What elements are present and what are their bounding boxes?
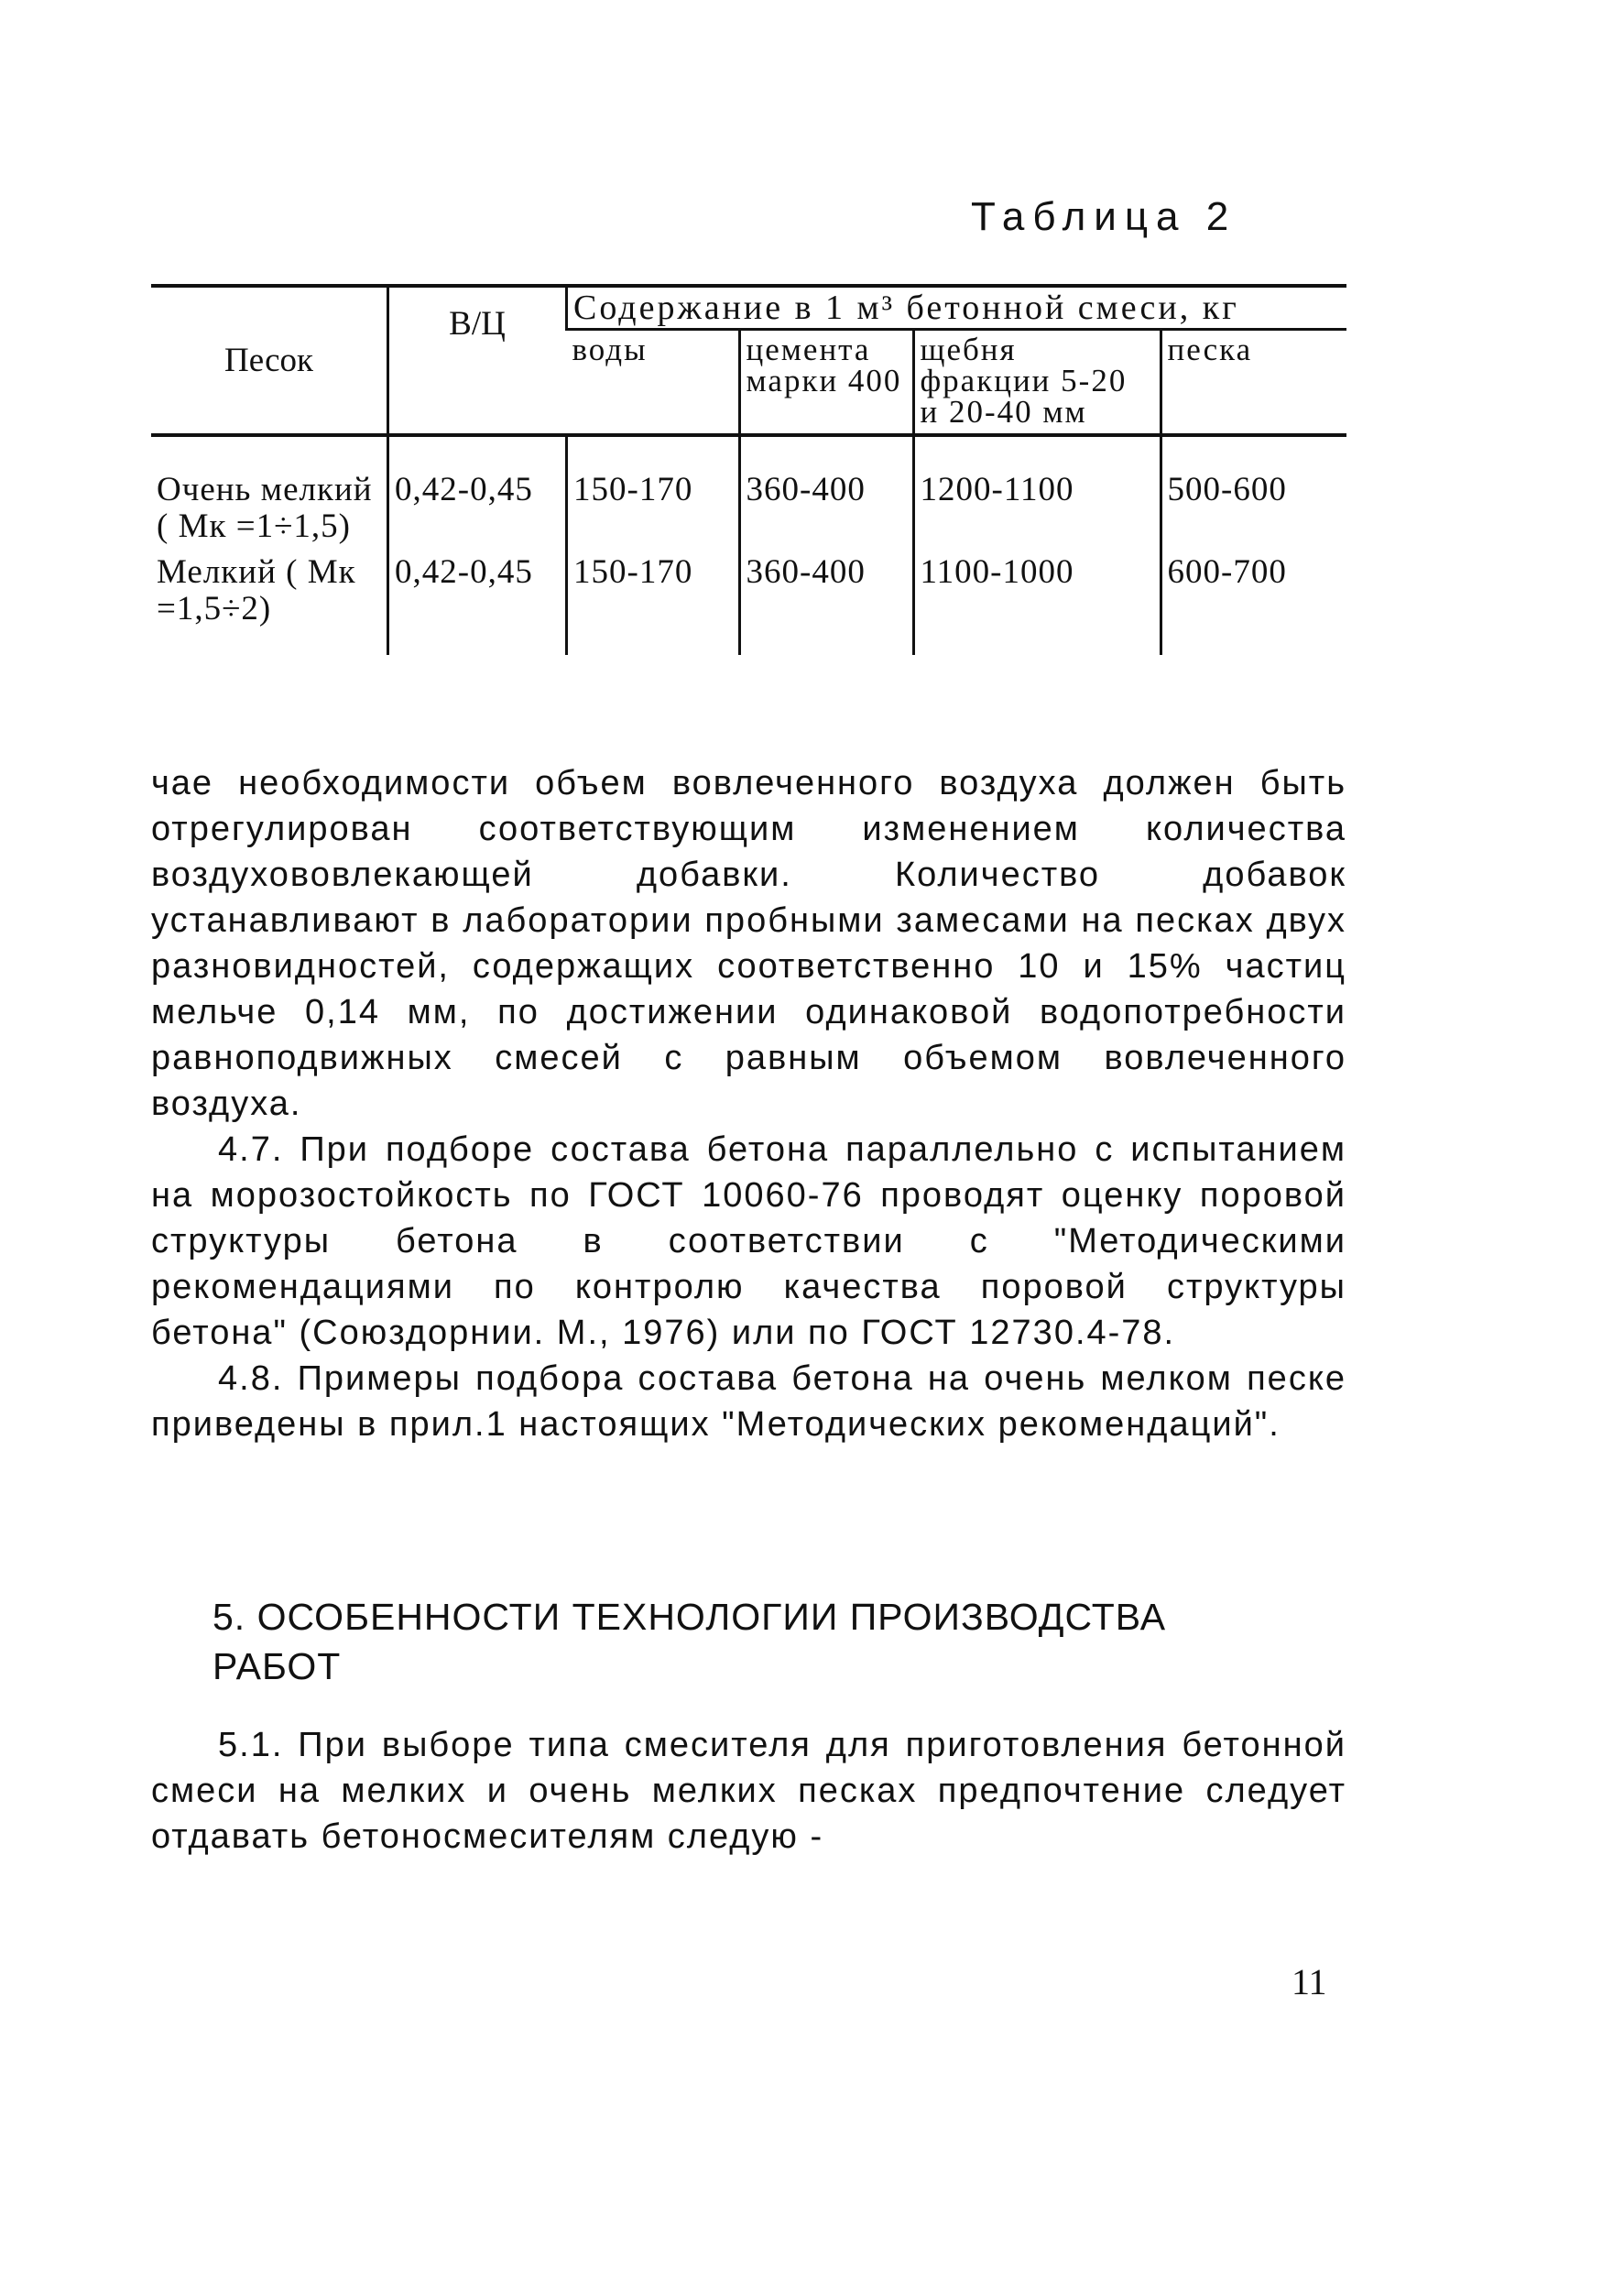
paragraph-5-1: 5.1. При выборе типа смесителя для приготовления бетонной смеси на мелких и очень мелких песках предпочтение следует отдавать бетоносмесителям следую -: [151, 1726, 1346, 1856]
cell-sand: Очень мелкий ( Мк =1÷1,5): [157, 471, 373, 545]
paragraph-4-7: 4.7. При подборе состава бетона параллельно с испытанием на морозостойкость по ГОСТ 10060-76 проводят оценку поровой структуры бетона в соответствии с "Методическими рекомендациями по контролю качества поровой структуры бетона" (Союздорнии. М., 1976) или по ГОСТ 12730.4-78.: [151, 1130, 1346, 1352]
page-number: 11: [1292, 1961, 1327, 2002]
header-water: воды: [567, 330, 740, 436]
table-row: [151, 435, 1346, 549]
body-text-section-5: [151, 1722, 1346, 1860]
paragraph-continuation: чае необходимости объем вовлеченного воздуха должен быть отрегулирован соответствующим изменением количества воздухововлекающей добавки. Количество добавок устанавливают в лаборатории пробными замесами на песках двух разновидностей, содержащих соответственно 10 и 15% частиц мельче 0,14 мм, по достижении одинаковой водопотребности равноподвижных смесей с равным объемом вовлеченного воздуха.: [151, 764, 1346, 1123]
cell-cement: 360-400: [739, 549, 913, 655]
table-row: [151, 549, 1346, 655]
cell-water: 150-170: [567, 549, 740, 655]
header-wc: В/Ц: [388, 286, 567, 435]
header-content: Содержание в 1 м³ бетонной смеси, кг: [567, 286, 1347, 330]
cell-cement: 360-400: [739, 435, 913, 549]
header-sand-amount: песка: [1161, 330, 1346, 436]
header-sand: Песок: [151, 286, 388, 435]
body-text: [151, 760, 1346, 1447]
cell-sand: Мелкий ( Мк =1,5÷2): [157, 553, 356, 627]
cell-sand-amount: 600-700: [1161, 549, 1346, 655]
cell-sand-amount: 500-600: [1161, 435, 1346, 549]
cell-water: 150-170: [567, 435, 740, 549]
mix-composition-table: [151, 284, 1346, 655]
cell-wc: 0,42-0,45: [388, 435, 567, 549]
cell-gravel: 1200-1100: [913, 435, 1161, 549]
cell-wc: 0,42-0,45: [388, 549, 567, 655]
header-gravel: щебня фракции 5-20 и 20-40 мм: [913, 330, 1161, 436]
paragraph-4-8: 4.8. Примеры подбора состава бетона на очень мелком песке приведены в прил.1 настоящих "Методических рекомендаций".: [151, 1359, 1346, 1444]
header-cement: цемента марки 400: [739, 330, 913, 436]
cell-gravel: 1100-1000: [913, 549, 1161, 655]
table-caption: Таблица 2: [971, 194, 1237, 239]
section-title: 5. ОСОБЕННОСТИ ТЕХНОЛОГИИ ПРОИЗВОДСТВА РАБОТ: [213, 1596, 1167, 1687]
